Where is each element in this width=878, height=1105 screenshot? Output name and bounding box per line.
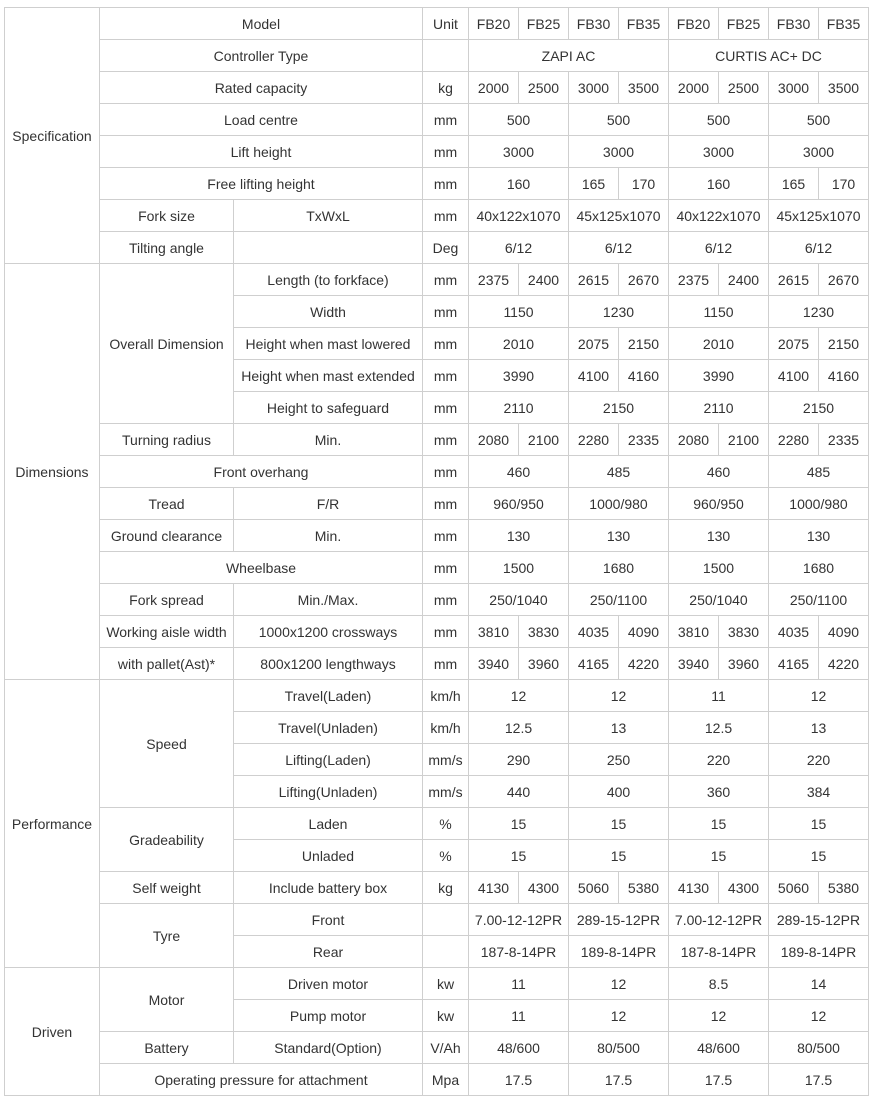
table-cell: Laden xyxy=(234,808,423,840)
table-cell: 5380 xyxy=(619,872,669,904)
table-cell: 960/950 xyxy=(469,488,569,520)
table-cell: 170 xyxy=(619,168,669,200)
table-cell: 2000 xyxy=(669,72,719,104)
table-cell: 6/12 xyxy=(769,232,869,264)
table-cell: 800x1200 lengthways xyxy=(234,648,423,680)
table-cell: 2400 xyxy=(519,264,569,296)
table-cell: 2500 xyxy=(519,72,569,104)
table-cell: 2375 xyxy=(669,264,719,296)
table-cell: 2075 xyxy=(569,328,619,360)
table-cell: 3830 xyxy=(719,616,769,648)
table-cell: Turning radius xyxy=(100,424,234,456)
table-cell: 2080 xyxy=(469,424,519,456)
table-cell: 15 xyxy=(469,840,569,872)
table-cell: Driven xyxy=(5,968,100,1096)
table-cell: Motor xyxy=(100,968,234,1032)
table-cell: 500 xyxy=(569,104,669,136)
table-cell: 7.00-12-12PR xyxy=(469,904,569,936)
table-cell: 40x122x1070 xyxy=(669,200,769,232)
table-cell: 12.5 xyxy=(669,712,769,744)
table-cell: FB20 xyxy=(469,8,519,40)
table-row xyxy=(5,8,869,40)
table-row xyxy=(5,552,869,584)
table-cell: mm xyxy=(423,136,469,168)
table-cell: 2280 xyxy=(569,424,619,456)
table-cell: 17.5 xyxy=(569,1064,669,1096)
table-cell: 1150 xyxy=(469,296,569,328)
table-cell: Pump motor xyxy=(234,1000,423,1032)
table-cell: 500 xyxy=(769,104,869,136)
table-cell: 289-15-12PR xyxy=(769,904,869,936)
table-cell: 1230 xyxy=(569,296,669,328)
table-cell: 5060 xyxy=(769,872,819,904)
table-cell: 12 xyxy=(769,1000,869,1032)
table-cell: Driven motor xyxy=(234,968,423,1000)
table-cell: 80/500 xyxy=(569,1032,669,1064)
table-cell: Speed xyxy=(100,680,234,808)
table-cell: 13 xyxy=(769,712,869,744)
table-cell: Height to safeguard xyxy=(234,392,423,424)
table-cell: 460 xyxy=(669,456,769,488)
table-cell: FB25 xyxy=(519,8,569,40)
table-cell: 15 xyxy=(669,808,769,840)
table-cell: 2280 xyxy=(769,424,819,456)
table-row xyxy=(5,808,869,840)
table-cell: 2150 xyxy=(619,328,669,360)
table-cell: 6/12 xyxy=(669,232,769,264)
table-cell: 440 xyxy=(469,776,569,808)
table-cell: 48/600 xyxy=(469,1032,569,1064)
table-row xyxy=(5,872,869,904)
table-cell: Fork spread xyxy=(100,584,234,616)
table-cell: 2075 xyxy=(769,328,819,360)
table-row xyxy=(5,488,869,520)
table-cell: 3000 xyxy=(569,136,669,168)
table-cell: 5060 xyxy=(569,872,619,904)
table-row xyxy=(5,584,869,616)
table-cell: mm xyxy=(423,200,469,232)
table-cell: 160 xyxy=(669,168,769,200)
table-cell: Self weight xyxy=(100,872,234,904)
table-cell: 2670 xyxy=(619,264,669,296)
table-cell: 1680 xyxy=(769,552,869,584)
table-cell: 2150 xyxy=(819,328,869,360)
table-cell: 960/950 xyxy=(669,488,769,520)
table-cell: 5380 xyxy=(819,872,869,904)
table-cell: mm xyxy=(423,552,469,584)
table-cell: 12 xyxy=(569,1000,669,1032)
table-row xyxy=(5,200,869,232)
table-row xyxy=(5,648,869,680)
table-cell: 11 xyxy=(469,1000,569,1032)
table-cell: Working aisle width xyxy=(100,616,234,648)
table-cell: 3000 xyxy=(769,72,819,104)
table-cell: 15 xyxy=(569,808,669,840)
table-cell: mm/s xyxy=(423,776,469,808)
table-cell: 2615 xyxy=(769,264,819,296)
table-cell: 15 xyxy=(769,840,869,872)
table-cell: 4100 xyxy=(769,360,819,392)
table-cell: mm xyxy=(423,264,469,296)
table-cell: FB25 xyxy=(719,8,769,40)
table-cell: F/R xyxy=(234,488,423,520)
table-cell: 165 xyxy=(569,168,619,200)
table-cell: V/Ah xyxy=(423,1032,469,1064)
table-cell: 48/600 xyxy=(669,1032,769,1064)
table-cell: 4160 xyxy=(619,360,669,392)
table-cell: Operating pressure for attachment xyxy=(100,1064,423,1096)
table-cell: 4160 xyxy=(819,360,869,392)
table-cell: 17.5 xyxy=(769,1064,869,1096)
table-cell: 485 xyxy=(769,456,869,488)
table-cell: 3000 xyxy=(469,136,569,168)
table-cell: 12.5 xyxy=(469,712,569,744)
table-cell: Front xyxy=(234,904,423,936)
table-cell: Min. xyxy=(234,520,423,552)
table-cell: 1230 xyxy=(769,296,869,328)
table-cell xyxy=(423,40,469,72)
table-cell: 1000/980 xyxy=(569,488,669,520)
table-cell: 15 xyxy=(769,808,869,840)
table-row xyxy=(5,136,869,168)
table-cell: mm xyxy=(423,360,469,392)
table-cell: mm xyxy=(423,488,469,520)
table-cell: 130 xyxy=(569,520,669,552)
table-cell: 290 xyxy=(469,744,569,776)
table-cell: 3830 xyxy=(519,616,569,648)
table-cell: mm xyxy=(423,168,469,200)
table-cell: Fork size xyxy=(100,200,234,232)
table-row xyxy=(5,1032,869,1064)
table-cell: 40x122x1070 xyxy=(469,200,569,232)
table-row xyxy=(5,968,869,1000)
table-cell: 3000 xyxy=(769,136,869,168)
table-cell: CURTIS AC+ DC xyxy=(669,40,869,72)
table-cell: 6/12 xyxy=(569,232,669,264)
table-cell: kg xyxy=(423,872,469,904)
table-cell xyxy=(423,904,469,936)
table-cell: 3810 xyxy=(469,616,519,648)
table-cell: km/h xyxy=(423,680,469,712)
table-cell: mm xyxy=(423,520,469,552)
table-cell: 289-15-12PR xyxy=(569,904,669,936)
table-cell: 400 xyxy=(569,776,669,808)
table-cell: 2010 xyxy=(669,328,769,360)
table-cell: Lift height xyxy=(100,136,423,168)
table-cell: 3940 xyxy=(469,648,519,680)
table-cell: 11 xyxy=(469,968,569,1000)
table-cell: 250/1040 xyxy=(669,584,769,616)
table-cell: Include battery box xyxy=(234,872,423,904)
table-cell: 2670 xyxy=(819,264,869,296)
table-cell: 189-8-14PR xyxy=(569,936,669,968)
table-cell xyxy=(234,232,423,264)
table-cell: 360 xyxy=(669,776,769,808)
spec-table xyxy=(4,7,869,1096)
table-cell: 2110 xyxy=(469,392,569,424)
table-cell: 2010 xyxy=(469,328,569,360)
table-cell: Height when mast lowered xyxy=(234,328,423,360)
table-cell: 1500 xyxy=(469,552,569,584)
table-cell: 80/500 xyxy=(769,1032,869,1064)
table-cell: 130 xyxy=(469,520,569,552)
table-cell: 4130 xyxy=(669,872,719,904)
table-cell: 250 xyxy=(569,744,669,776)
table-cell: Height when mast extended xyxy=(234,360,423,392)
table-cell: 384 xyxy=(769,776,869,808)
table-cell: Ground clearance xyxy=(100,520,234,552)
table-cell: 11 xyxy=(669,680,769,712)
table-cell: 4165 xyxy=(569,648,619,680)
table-cell: Performance xyxy=(5,680,100,968)
table-cell: 6/12 xyxy=(469,232,569,264)
table-cell: 3500 xyxy=(619,72,669,104)
table-row xyxy=(5,104,869,136)
table-cell: 170 xyxy=(819,168,869,200)
table-cell: mm xyxy=(423,104,469,136)
table-cell: 220 xyxy=(669,744,769,776)
table-cell: mm/s xyxy=(423,744,469,776)
spec-table-body xyxy=(5,8,869,1096)
table-cell: % xyxy=(423,840,469,872)
table-cell: 3990 xyxy=(669,360,769,392)
table-cell: Battery xyxy=(100,1032,234,1064)
table-cell: 2335 xyxy=(819,424,869,456)
table-cell: 15 xyxy=(669,840,769,872)
table-cell: kw xyxy=(423,968,469,1000)
table-cell: mm xyxy=(423,616,469,648)
table-cell: 2100 xyxy=(719,424,769,456)
table-row xyxy=(5,40,869,72)
table-cell: 250/1040 xyxy=(469,584,569,616)
table-cell: 2150 xyxy=(569,392,669,424)
table-cell: 1680 xyxy=(569,552,669,584)
table-cell: 3500 xyxy=(819,72,869,104)
table-cell: Width xyxy=(234,296,423,328)
table-cell: Dimensions xyxy=(5,264,100,680)
table-cell: 220 xyxy=(769,744,869,776)
table-row xyxy=(5,424,869,456)
table-cell: Lifting(Unladen) xyxy=(234,776,423,808)
table-cell: 1500 xyxy=(669,552,769,584)
table-cell: with pallet(Ast)* xyxy=(100,648,234,680)
group-specification: Specification xyxy=(5,8,100,264)
table-cell: 15 xyxy=(469,808,569,840)
table-row xyxy=(5,456,869,488)
table-cell: 165 xyxy=(769,168,819,200)
table-cell: 2080 xyxy=(669,424,719,456)
table-cell: 4220 xyxy=(619,648,669,680)
table-row xyxy=(5,680,869,712)
table-cell: 12 xyxy=(469,680,569,712)
table-cell: ZAPI AC xyxy=(469,40,669,72)
table-cell: 3960 xyxy=(519,648,569,680)
table-cell: 2100 xyxy=(519,424,569,456)
table-cell: 12 xyxy=(669,1000,769,1032)
table-cell: 2615 xyxy=(569,264,619,296)
table-cell: mm xyxy=(423,584,469,616)
table-cell: 500 xyxy=(469,104,569,136)
table-cell: FB20 xyxy=(669,8,719,40)
table-cell: Rear xyxy=(234,936,423,968)
table-cell: km/h xyxy=(423,712,469,744)
table-cell: 12 xyxy=(569,680,669,712)
table-cell: 460 xyxy=(469,456,569,488)
table-cell: mm xyxy=(423,648,469,680)
table-row xyxy=(5,168,869,200)
table-cell: Travel(Unladen) xyxy=(234,712,423,744)
table-row xyxy=(5,904,869,936)
table-cell: 485 xyxy=(569,456,669,488)
table-cell: 17.5 xyxy=(469,1064,569,1096)
table-cell: 12 xyxy=(569,968,669,1000)
table-cell: 14 xyxy=(769,968,869,1000)
table-cell: Load centre xyxy=(100,104,423,136)
table-cell: mm xyxy=(423,296,469,328)
table-cell: 2375 xyxy=(469,264,519,296)
table-cell: 15 xyxy=(569,840,669,872)
table-cell: FB30 xyxy=(769,8,819,40)
table-cell: Tilting angle xyxy=(100,232,234,264)
table-cell: 3000 xyxy=(669,136,769,168)
table-cell: 250/1100 xyxy=(569,584,669,616)
table-cell: 3000 xyxy=(569,72,619,104)
table-cell: 187-8-14PR xyxy=(469,936,569,968)
table-cell: 160 xyxy=(469,168,569,200)
table-cell: Free lifting height xyxy=(100,168,423,200)
table-cell: 45x125x1070 xyxy=(569,200,669,232)
table-cell: Rated capacity xyxy=(100,72,423,104)
table-cell: mm xyxy=(423,424,469,456)
table-cell: Deg xyxy=(423,232,469,264)
table-cell: 12 xyxy=(769,680,869,712)
table-cell: 17.5 xyxy=(669,1064,769,1096)
table-cell: 4035 xyxy=(569,616,619,648)
table-cell: Min./Max. xyxy=(234,584,423,616)
table-cell: 2150 xyxy=(769,392,869,424)
table-cell: 3940 xyxy=(669,648,719,680)
table-cell: Unladed xyxy=(234,840,423,872)
table-cell: kg xyxy=(423,72,469,104)
table-cell: 4220 xyxy=(819,648,869,680)
table-cell: 45x125x1070 xyxy=(769,200,869,232)
table-cell: 2335 xyxy=(619,424,669,456)
table-cell: 3810 xyxy=(669,616,719,648)
table-row xyxy=(5,1064,869,1096)
table-cell: Unit xyxy=(423,8,469,40)
table-cell: 1150 xyxy=(669,296,769,328)
table-cell: 2000 xyxy=(469,72,519,104)
table-cell: 4090 xyxy=(619,616,669,648)
table-cell: 8.5 xyxy=(669,968,769,1000)
table-cell: FB35 xyxy=(819,8,869,40)
table-cell: 500 xyxy=(669,104,769,136)
table-cell: Tread xyxy=(100,488,234,520)
table-cell: FB30 xyxy=(569,8,619,40)
table-cell: Tyre xyxy=(100,904,234,968)
table-cell: 130 xyxy=(769,520,869,552)
table-cell: Lifting(Laden) xyxy=(234,744,423,776)
table-cell: 4130 xyxy=(469,872,519,904)
table-cell: 2110 xyxy=(669,392,769,424)
table-cell: Wheelbase xyxy=(100,552,423,584)
table-row xyxy=(5,520,869,552)
table-cell: % xyxy=(423,808,469,840)
table-cell: Length (to forkface) xyxy=(234,264,423,296)
table-cell: 13 xyxy=(569,712,669,744)
table-cell: 4100 xyxy=(569,360,619,392)
table-cell: 250/1100 xyxy=(769,584,869,616)
table-cell: Min. xyxy=(234,424,423,456)
table-cell: kw xyxy=(423,1000,469,1032)
table-cell: 4300 xyxy=(519,872,569,904)
table-cell: 2500 xyxy=(719,72,769,104)
table-cell: Controller Type xyxy=(100,40,423,72)
table-cell: 187-8-14PR xyxy=(669,936,769,968)
table-row xyxy=(5,264,869,296)
table-cell: Standard(Option) xyxy=(234,1032,423,1064)
table-cell: 3990 xyxy=(469,360,569,392)
table-row xyxy=(5,72,869,104)
table-cell: 4035 xyxy=(769,616,819,648)
table-cell: 2400 xyxy=(719,264,769,296)
table-cell: FB35 xyxy=(619,8,669,40)
table-cell xyxy=(423,936,469,968)
table-cell: 4090 xyxy=(819,616,869,648)
table-cell: 7.00-12-12PR xyxy=(669,904,769,936)
table-cell: TxWxL xyxy=(234,200,423,232)
table-cell: 1000x1200 crossways xyxy=(234,616,423,648)
table-cell: mm xyxy=(423,456,469,488)
table-cell: Travel(Laden) xyxy=(234,680,423,712)
table-cell: 4300 xyxy=(719,872,769,904)
table-cell: 189-8-14PR xyxy=(769,936,869,968)
table-cell: 130 xyxy=(669,520,769,552)
table-cell: mm xyxy=(423,392,469,424)
table-cell: Front overhang xyxy=(100,456,423,488)
table-cell: Gradeability xyxy=(100,808,234,872)
table-cell: Model xyxy=(100,8,423,40)
table-cell: mm xyxy=(423,328,469,360)
table-cell: 3960 xyxy=(719,648,769,680)
table-cell: 1000/980 xyxy=(769,488,869,520)
table-row xyxy=(5,616,869,648)
table-cell: Overall Dimension xyxy=(100,264,234,424)
table-row xyxy=(5,232,869,264)
table-cell: Mpa xyxy=(423,1064,469,1096)
table-cell: 4165 xyxy=(769,648,819,680)
